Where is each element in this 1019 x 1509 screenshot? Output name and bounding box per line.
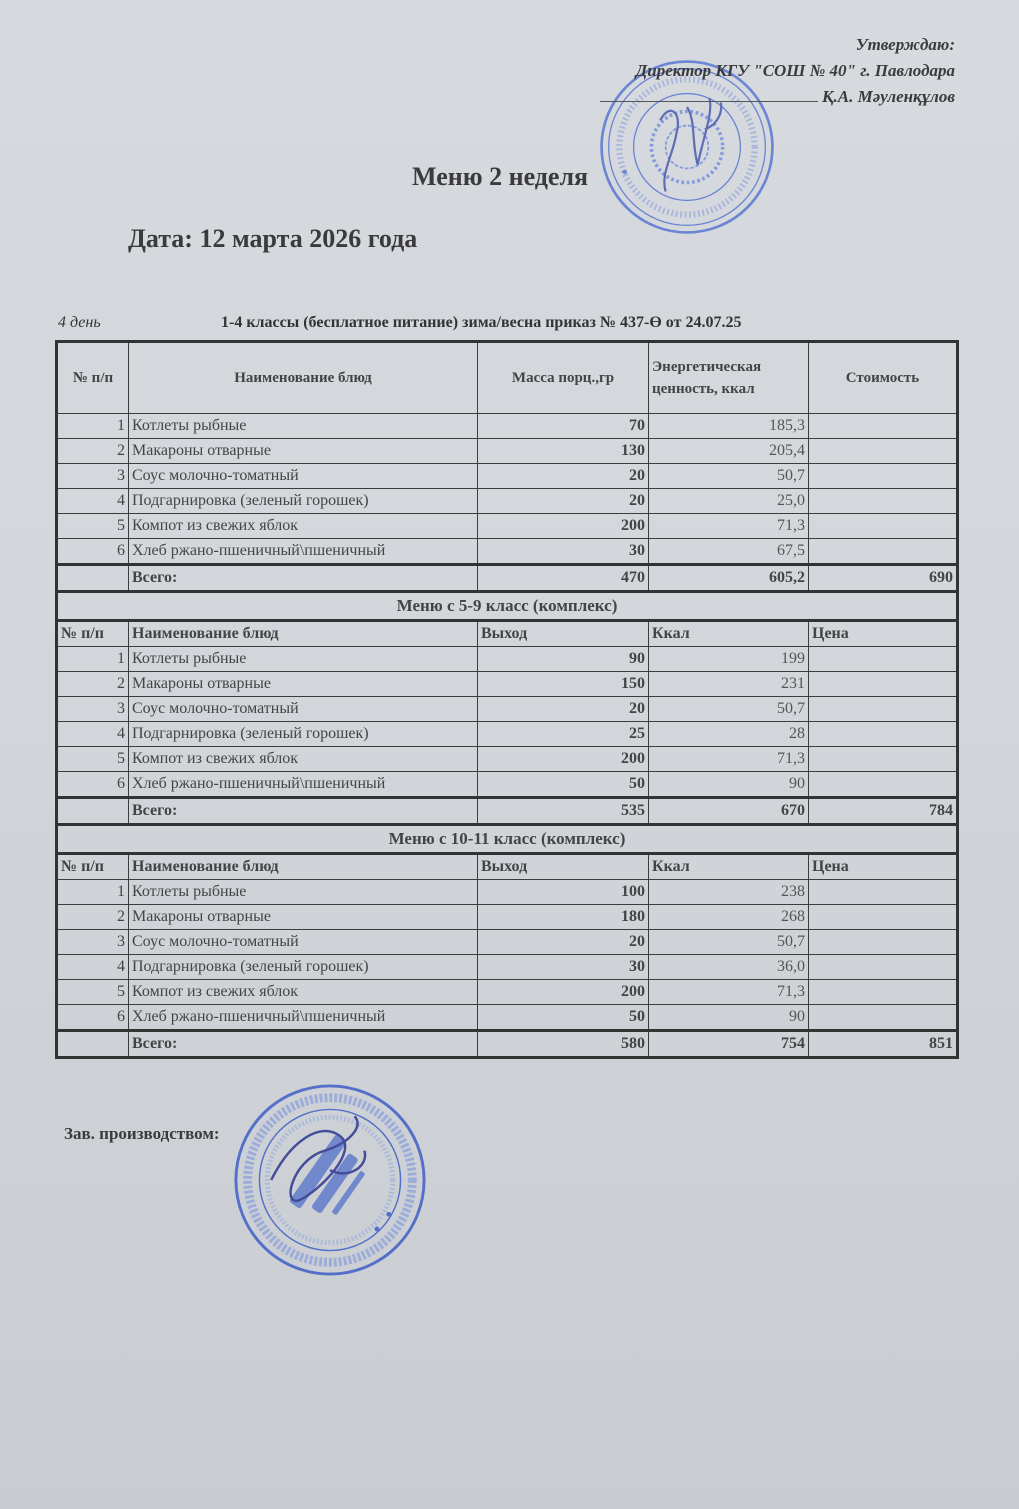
col-header-price: Цена — [809, 621, 958, 647]
portion-mass: 20 — [478, 930, 649, 955]
section-title: Меню с 10-11 класс (комплекс) — [57, 825, 958, 854]
price — [809, 672, 958, 697]
dish-name: Подгарнировка (зеленый горошек) — [129, 489, 478, 514]
energy-kcal: 71,3 — [649, 514, 809, 539]
row-number: 4 — [57, 489, 129, 514]
row-number: 5 — [57, 514, 129, 539]
total-mass: 580 — [478, 1031, 649, 1058]
row-number: 1 — [57, 880, 129, 905]
row-number: 2 — [57, 672, 129, 697]
approval-director: Директор КГУ "СОШ № 40" г. Павлодара — [635, 61, 955, 80]
energy-kcal: 50,7 — [649, 930, 809, 955]
table-row — [57, 880, 958, 905]
table1-header-row — [57, 342, 958, 414]
table-row — [57, 905, 958, 930]
price — [809, 1005, 958, 1031]
col-header-mass: Масса порц.,гр — [478, 342, 649, 414]
col-header-energy: Энергетическая ценность, ккал — [649, 342, 809, 414]
energy-kcal: 268 — [649, 905, 809, 930]
price — [809, 905, 958, 930]
table-row — [57, 489, 958, 514]
dish-name: Компот из свежих яблок — [129, 980, 478, 1005]
energy-kcal: 205,4 — [649, 439, 809, 464]
price — [809, 489, 958, 514]
dish-name: Котлеты рыбные — [129, 880, 478, 905]
col-header-dish: Наименование блюд — [129, 342, 478, 414]
energy-kcal: 199 — [649, 647, 809, 672]
col-header-number: № п/п — [57, 342, 129, 414]
total-empty — [57, 798, 129, 825]
portion-mass: 150 — [478, 672, 649, 697]
table-row — [57, 772, 958, 798]
price — [809, 930, 958, 955]
approval-signer — [600, 84, 955, 110]
row-number: 6 — [57, 1005, 129, 1031]
portion-mass: 50 — [478, 772, 649, 798]
energy-kcal: 50,7 — [649, 464, 809, 489]
price — [809, 697, 958, 722]
portion-mass: 70 — [478, 414, 649, 439]
table-row — [57, 747, 958, 772]
dish-name: Хлеб ржано-пшеничный\пшеничный — [129, 539, 478, 565]
signature-line — [600, 87, 818, 102]
dish-name: Котлеты рыбные — [129, 647, 478, 672]
price — [809, 514, 958, 539]
price — [809, 464, 958, 489]
dish-name: Макароны отварные — [129, 672, 478, 697]
table-row — [57, 697, 958, 722]
table2-body — [57, 647, 958, 825]
table-row — [57, 672, 958, 697]
menu-table — [55, 340, 959, 1059]
total-label: Всего: — [129, 798, 478, 825]
row-number: 3 — [57, 697, 129, 722]
col-header-dish: Наименование блюд — [129, 621, 478, 647]
dish-name: Компот из свежих яблок — [129, 747, 478, 772]
price — [809, 439, 958, 464]
energy-kcal: 28 — [649, 722, 809, 747]
portion-mass: 200 — [478, 747, 649, 772]
table-row — [57, 439, 958, 464]
total-kcal: 670 — [649, 798, 809, 825]
table-row — [57, 722, 958, 747]
portion-mass: 200 — [478, 980, 649, 1005]
portion-mass: 100 — [478, 880, 649, 905]
total-empty — [57, 1031, 129, 1058]
price — [809, 980, 958, 1005]
table-row — [57, 539, 958, 565]
total-price: 784 — [809, 798, 958, 825]
row-number: 5 — [57, 980, 129, 1005]
section-row-5-9 — [57, 592, 958, 621]
portion-mass: 20 — [478, 697, 649, 722]
col-header-number: № п/п — [57, 854, 129, 880]
table-row — [57, 464, 958, 489]
price — [809, 772, 958, 798]
table-row — [57, 930, 958, 955]
total-mass: 470 — [478, 565, 649, 592]
portion-mass: 30 — [478, 539, 649, 565]
dish-name: Соус молочно-томатный — [129, 930, 478, 955]
total-row — [57, 1031, 958, 1058]
table-row — [57, 647, 958, 672]
row-number: 1 — [57, 414, 129, 439]
row-number: 6 — [57, 539, 129, 565]
table2-header-row — [57, 621, 958, 647]
row-number: 4 — [57, 955, 129, 980]
table-row — [57, 414, 958, 439]
section-row-10-11 — [57, 825, 958, 854]
day-label: 4 день — [58, 314, 101, 331]
dish-name: Соус молочно-томатный — [129, 697, 478, 722]
signature-mark — [271, 1116, 365, 1201]
row-number: 3 — [57, 930, 129, 955]
approval-heading: Утверждаю: — [855, 35, 955, 54]
table-row — [57, 1005, 958, 1031]
energy-kcal: 71,3 — [649, 747, 809, 772]
energy-kcal: 25,0 — [649, 489, 809, 514]
dish-name: Макароны отварные — [129, 905, 478, 930]
col-header-dish: Наименование блюд — [129, 854, 478, 880]
energy-kcal: 238 — [649, 880, 809, 905]
total-label: Всего: — [129, 1031, 478, 1058]
price — [809, 880, 958, 905]
production-manager-label: Зав. производством: — [64, 1124, 220, 1143]
col-header-number: № п/п — [57, 621, 129, 647]
portion-mass: 180 — [478, 905, 649, 930]
dish-name: Подгарнировка (зеленый горошек) — [129, 955, 478, 980]
table-row — [57, 980, 958, 1005]
dish-name: Котлеты рыбные — [129, 414, 478, 439]
portion-mass: 20 — [478, 464, 649, 489]
energy-kcal: 71,3 — [649, 980, 809, 1005]
energy-kcal: 50,7 — [649, 697, 809, 722]
table-description: 1-4 классы (бесплатное питание) зима/весна приказ № 437-Ө от 24.07.25 — [221, 314, 742, 331]
section-title: Меню с 5-9 класс (комплекс) — [57, 592, 958, 621]
entrepreneur-seal-stamp — [232, 1082, 428, 1278]
row-number: 1 — [57, 647, 129, 672]
col-header-price: Цена — [809, 854, 958, 880]
col-header-output: Выход — [478, 854, 649, 880]
total-price: 690 — [809, 565, 958, 592]
total-empty — [57, 565, 129, 592]
portion-mass: 20 — [478, 489, 649, 514]
dish-name: Соус молочно-томатный — [129, 464, 478, 489]
total-kcal: 754 — [649, 1031, 809, 1058]
table1-body — [57, 414, 958, 592]
total-row — [57, 798, 958, 825]
energy-kcal: 90 — [649, 772, 809, 798]
energy-kcal: 36,0 — [649, 955, 809, 980]
table3-header-row — [57, 854, 958, 880]
row-number: 2 — [57, 439, 129, 464]
energy-kcal: 231 — [649, 672, 809, 697]
row-number: 2 — [57, 905, 129, 930]
col-header-kcal: Ккал — [649, 854, 809, 880]
portion-mass: 90 — [478, 647, 649, 672]
col-header-output: Выход — [478, 621, 649, 647]
price — [809, 722, 958, 747]
dish-name: Макароны отварные — [129, 439, 478, 464]
energy-kcal: 90 — [649, 1005, 809, 1031]
page-title: Меню 2 неделя — [412, 162, 589, 191]
energy-kcal: 185,3 — [649, 414, 809, 439]
dish-name: Компот из свежих яблок — [129, 514, 478, 539]
dish-name: Хлеб ржано-пшеничный\пшеничный — [129, 1005, 478, 1031]
price — [809, 955, 958, 980]
table-caption — [58, 314, 958, 336]
portion-mass: 50 — [478, 1005, 649, 1031]
total-mass: 535 — [478, 798, 649, 825]
price — [809, 539, 958, 565]
row-number: 3 — [57, 464, 129, 489]
portion-mass: 200 — [478, 514, 649, 539]
row-number: 4 — [57, 722, 129, 747]
row-number: 5 — [57, 747, 129, 772]
portion-mass: 25 — [478, 722, 649, 747]
total-label: Всего: — [129, 565, 478, 592]
dish-name: Хлеб ржано-пшеничный\пшеничный — [129, 772, 478, 798]
portion-mass: 130 — [478, 439, 649, 464]
dish-name: Подгарнировка (зеленый горошек) — [129, 722, 478, 747]
table-row — [57, 955, 958, 980]
approval-block — [600, 32, 955, 110]
portion-mass: 30 — [478, 955, 649, 980]
approval-signer-name: Қ.А. Мәуленқұлов — [821, 87, 955, 106]
total-price: 851 — [809, 1031, 958, 1058]
row-number: 6 — [57, 772, 129, 798]
col-header-kcal: Ккал — [649, 621, 809, 647]
total-row — [57, 565, 958, 592]
total-kcal: 605,2 — [649, 565, 809, 592]
energy-kcal: 67,5 — [649, 539, 809, 565]
price — [809, 414, 958, 439]
signature-mark — [660, 98, 721, 191]
price — [809, 647, 958, 672]
table-row — [57, 514, 958, 539]
table3-body — [57, 880, 958, 1058]
col-header-cost: Стоимость — [809, 342, 958, 414]
price — [809, 747, 958, 772]
menu-date: Дата: 12 марта 2026 года — [128, 224, 418, 253]
